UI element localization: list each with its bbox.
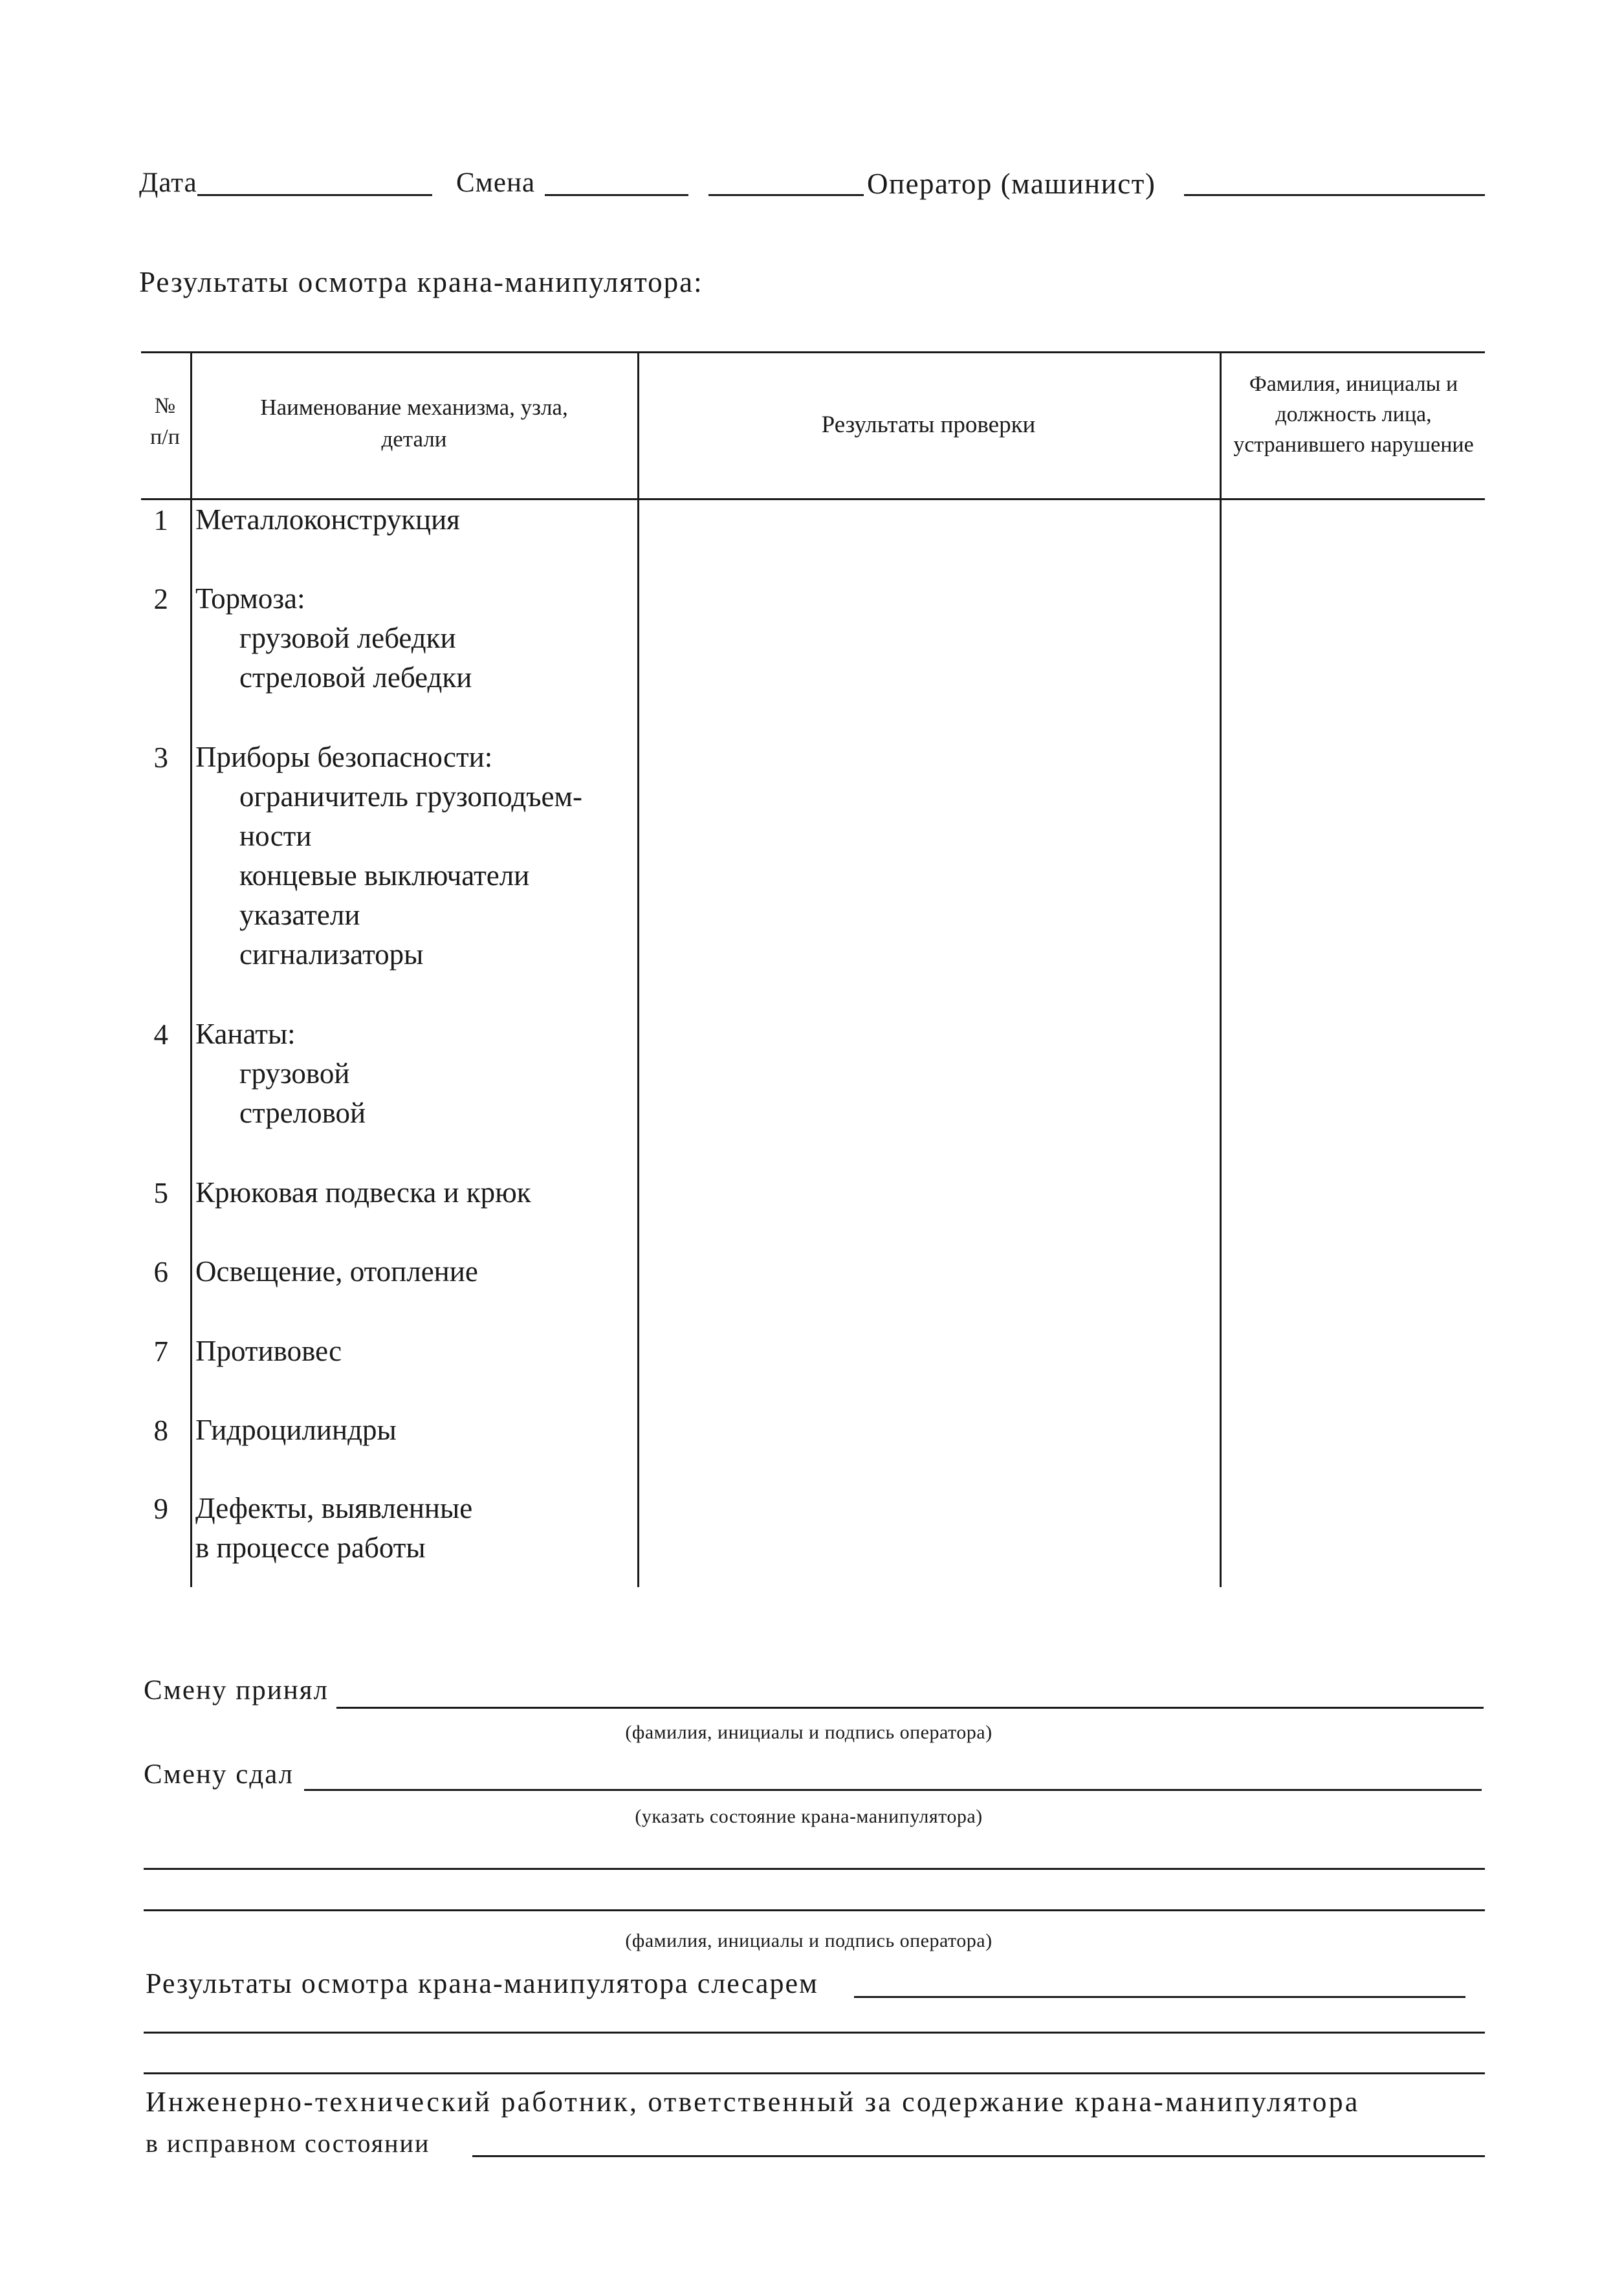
row-subitem: концевые выключатели	[239, 859, 530, 892]
shift-handed-label: Смену сдал	[144, 1759, 294, 1790]
row-number: 9	[153, 1493, 168, 1525]
row-number: 5	[153, 1177, 168, 1209]
row-number: 1	[153, 504, 168, 536]
shift-handed-field[interactable]	[304, 1789, 1482, 1791]
operator-field[interactable]	[1184, 194, 1485, 196]
row-title: Металлоконструкция	[195, 503, 460, 536]
row-number: 8	[153, 1414, 168, 1447]
row-subitem: ности	[239, 820, 312, 852]
row-subitem: указатели	[239, 899, 360, 931]
header-result: Результаты проверки	[821, 411, 1036, 438]
row-subitem: грузовой	[239, 1057, 350, 1090]
row-title: Канаты:	[195, 1018, 296, 1050]
row-item	[195, 1410, 397, 1450]
table-col-rule	[637, 351, 639, 1587]
row-subitem: стреловой	[239, 1097, 366, 1129]
shift-accepted-caption: (фамилия, инициалы и подпись оператора)	[625, 1722, 993, 1743]
engineer-signature-field[interactable]	[472, 2155, 1485, 2157]
blank-line[interactable]	[144, 1909, 1485, 1911]
header-num: № п/п	[150, 394, 180, 449]
mechanic-results-field[interactable]	[854, 1996, 1465, 1998]
table-col-rule	[190, 351, 192, 1587]
blank-line[interactable]	[144, 1868, 1485, 1870]
blank-line[interactable]	[144, 2032, 1485, 2034]
mechanic-results-label: Результаты осмотра крана-манипулятора слесарем	[146, 1968, 818, 1999]
row-item	[195, 579, 472, 697]
shift-label: Смена	[456, 168, 536, 198]
shift-handed-caption: (указать состояние крана-манипулятора)	[635, 1806, 983, 1827]
row-number: 7	[153, 1335, 168, 1368]
row-item	[195, 1173, 531, 1212]
engineer-label-line1: Инженерно-технический работник, ответственный за содержание крана-манипулятора	[146, 2086, 1360, 2118]
date-field[interactable]	[197, 194, 432, 196]
shift-accepted-label: Смену принял	[144, 1675, 329, 1706]
row-item	[195, 1015, 366, 1133]
shift-accepted-field[interactable]	[336, 1707, 1484, 1709]
row-title: Тормоза:	[195, 582, 305, 615]
row-item	[195, 1252, 478, 1291]
operator-signature-caption: (фамилия, инициалы и подпись оператора)	[625, 1930, 993, 1951]
row-title: Освещение, отопление	[195, 1255, 478, 1288]
row-subitem: сигнализаторы	[239, 938, 424, 971]
row-subitem: ограничитель грузоподъем-	[239, 780, 582, 813]
row-title: Противовес	[195, 1335, 342, 1367]
row-title: Приборы безопасности:	[195, 741, 493, 773]
operator-label: Оператор (машинист)	[867, 168, 1156, 200]
row-item	[195, 1489, 472, 1568]
row-subitem: грузовой лебедки	[239, 622, 456, 654]
shift-extra-field[interactable]	[708, 194, 864, 196]
row-item	[195, 500, 460, 540]
table-col-rule	[1220, 351, 1222, 1587]
engineer-label-line2: в исправном состоянии	[146, 2129, 430, 2158]
header-person: Фамилия, инициалы и должность лица, устранившего нарушение	[1233, 372, 1474, 457]
row-number: 3	[153, 741, 168, 774]
section-title: Результаты осмотра крана-манипулятора:	[139, 266, 703, 298]
row-title: Крюковая подвеска и крюк	[195, 1176, 531, 1209]
row-number: 4	[153, 1018, 168, 1051]
row-title: Гидроцилиндры	[195, 1414, 397, 1446]
row-subitem: стреловой лебедки	[239, 661, 472, 694]
row-title: Дефекты, выявленные	[195, 1492, 473, 1524]
row-item	[195, 738, 582, 974]
row-number: 2	[153, 583, 168, 615]
row-title-continuation: в процессе работы	[195, 1531, 426, 1564]
row-item	[195, 1332, 342, 1371]
blank-line[interactable]	[144, 2072, 1485, 2074]
date-label: Дата	[139, 168, 197, 198]
shift-field[interactable]	[545, 194, 688, 196]
header-name: Наименование механизма, узла, детали	[260, 395, 568, 452]
row-number: 6	[153, 1256, 168, 1288]
table-top-rule	[141, 351, 1485, 353]
